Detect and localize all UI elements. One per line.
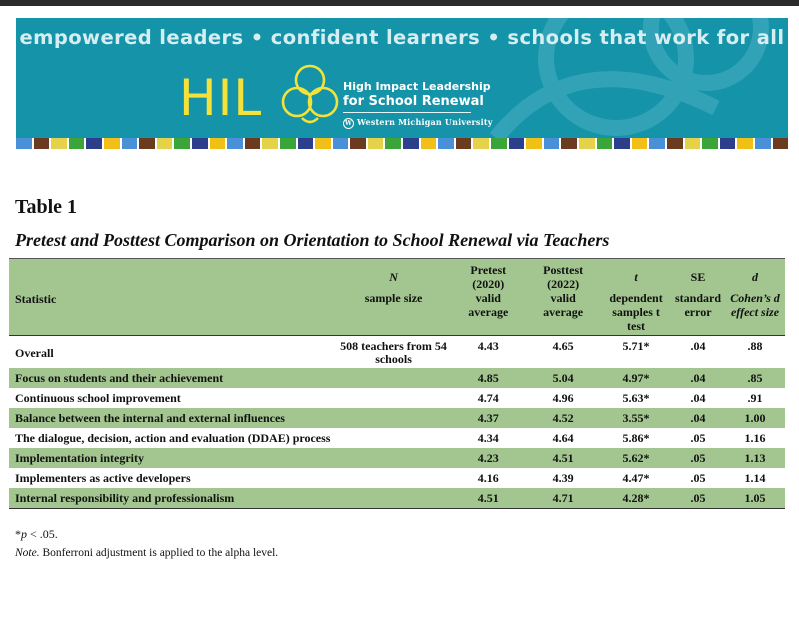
row-pretest: 4.85 — [451, 368, 525, 388]
stripe-segment — [421, 138, 437, 149]
row-name: Implementation integrity — [9, 448, 336, 468]
stripe-segment — [350, 138, 366, 149]
table-row — [9, 468, 785, 488]
subtitle-line2: for School Renewal — [343, 94, 484, 109]
row-pretest: 4.51 — [451, 488, 525, 509]
header-pretest: Pretest (2020) — [451, 259, 525, 292]
table-title: Pretest and Posttest Comparison on Orientation to School Renewal via Teachers — [15, 230, 610, 250]
note-label: Note. — [15, 547, 40, 559]
footnote-text: < .05. — [27, 527, 58, 541]
table-row — [9, 408, 785, 428]
university-label: Western Michigan University — [357, 117, 493, 127]
table-row-overall — [9, 336, 785, 369]
row-t: 4.97* — [601, 368, 671, 388]
table-row — [9, 388, 785, 408]
table-row — [9, 488, 785, 509]
row-t: 5.63* — [622, 390, 650, 405]
row-t: 5.86* — [622, 430, 650, 445]
university-badge-icon: W — [343, 118, 354, 129]
stripe-segment — [491, 138, 507, 149]
table-row — [9, 448, 785, 468]
table-row — [9, 368, 785, 388]
header-n: N — [336, 259, 452, 292]
row-d: .88 — [747, 339, 763, 353]
stripe-segment — [755, 138, 771, 149]
stripe-segment — [69, 138, 85, 149]
subtitle-line1: High Impact Leadership — [343, 80, 491, 93]
table-row — [9, 428, 785, 448]
row-posttest: 5.04 — [525, 368, 601, 388]
stripe-segment — [720, 138, 736, 149]
university-name — [343, 117, 493, 129]
header-n-desc: sample size — [336, 291, 452, 336]
row-posttest: 4.52 — [525, 408, 601, 428]
row-d: 1.00 — [725, 408, 785, 428]
header-posttest-desc: valid average — [525, 291, 601, 336]
row-se: .04 — [690, 339, 706, 353]
stripe-segment — [685, 138, 701, 149]
row-n — [336, 448, 452, 468]
stripe-segment — [438, 138, 454, 149]
row-posttest: 4.51 — [525, 448, 601, 468]
row-pretest: 4.43 — [477, 339, 499, 353]
row-t: 5.62* — [601, 448, 671, 468]
stripe-segment — [614, 138, 630, 149]
row-posttest: 4.71 — [525, 488, 601, 509]
stripe-segment — [192, 138, 208, 149]
stripe-segment — [737, 138, 753, 149]
footnote-p: p — [21, 527, 27, 541]
stripe-segment — [139, 138, 155, 149]
row-pretest: 4.34 — [477, 430, 499, 445]
banner — [16, 18, 788, 138]
stripe-segment — [509, 138, 525, 149]
footnote-symbol: * — [15, 527, 21, 541]
row-n — [336, 468, 452, 488]
tagline: empowered leaders • confident learners • schools that work for all — [19, 26, 785, 49]
stripe-segment — [632, 138, 648, 149]
row-name: Balance between the internal and external influences — [9, 408, 336, 428]
stripe-segment — [385, 138, 401, 149]
row-n — [336, 428, 452, 448]
row-name: Overall — [15, 345, 54, 360]
stripe-segment — [245, 138, 261, 149]
row-posttest: 4.64 — [552, 430, 574, 445]
trefoil-knot-icon — [280, 60, 340, 130]
row-se: .05 — [690, 470, 706, 485]
row-n: 508 teachers from 54 schools — [340, 339, 447, 366]
stripe-segment — [333, 138, 349, 149]
stripe-segment — [702, 138, 718, 149]
row-n — [336, 408, 452, 428]
header-d-desc: Cohen’s d effect size — [725, 291, 785, 336]
row-posttest: 4.65 — [552, 339, 574, 353]
stripe-segment — [473, 138, 489, 149]
header-posttest: Posttest (2022) — [525, 259, 601, 292]
row-n — [336, 388, 452, 408]
row-pretest: 4.23 — [451, 448, 525, 468]
row-d: .85 — [725, 368, 785, 388]
header-se-desc: standard error — [671, 291, 725, 336]
stripe-segment — [174, 138, 190, 149]
row-posttest: 4.39 — [552, 470, 574, 485]
row-pretest: 4.16 — [477, 470, 499, 485]
statistics-table — [9, 258, 785, 509]
stripe-segment — [403, 138, 419, 149]
row-n — [336, 368, 452, 388]
row-name: Continuous school improvement — [15, 390, 181, 405]
stripe-segment — [34, 138, 50, 149]
row-pretest: 4.37 — [451, 408, 525, 428]
note-text: Bonferroni adjustment is applied to the alpha level. — [39, 547, 279, 559]
row-n — [336, 488, 452, 509]
stripe-segment — [667, 138, 683, 149]
stripe-segment — [280, 138, 296, 149]
row-name: Implementers as active developers — [15, 470, 191, 485]
row-se: .05 — [671, 448, 725, 468]
header-t-desc: dependent samples t test — [601, 291, 671, 336]
stripe-segment — [227, 138, 243, 149]
hil-logo-text: HIL — [179, 69, 263, 127]
row-t: 4.47* — [622, 470, 650, 485]
row-se: .05 — [690, 430, 706, 445]
row-name: The dialogue, decision, action and evaluation (DDAE) process — [15, 430, 331, 445]
stripe-segment — [773, 138, 789, 149]
stripe-segment — [16, 138, 32, 149]
row-d: 1.05 — [725, 488, 785, 509]
stripe-segment — [368, 138, 384, 149]
row-se: .04 — [671, 368, 725, 388]
stripe-segment — [579, 138, 595, 149]
row-d: .91 — [747, 390, 763, 405]
stripe-segment — [262, 138, 278, 149]
stripe-segment — [122, 138, 138, 149]
row-posttest: 4.96 — [552, 390, 574, 405]
header-pretest-desc: valid average — [451, 291, 525, 336]
stripe-segment — [157, 138, 173, 149]
note — [15, 547, 278, 559]
stripe-segment — [544, 138, 560, 149]
header-d: d — [725, 259, 785, 292]
color-stripe — [16, 138, 788, 149]
row-se: .04 — [690, 390, 706, 405]
row-d: 1.13 — [725, 448, 785, 468]
row-name: Focus on students and their achievement — [9, 368, 336, 388]
stripe-segment — [104, 138, 120, 149]
row-t: 5.71* — [622, 339, 650, 353]
row-d: 1.16 — [744, 430, 766, 445]
row-t: 3.55* — [601, 408, 671, 428]
table-label: Table 1 — [15, 196, 78, 218]
top-bar — [0, 0, 799, 6]
stripe-segment — [51, 138, 67, 149]
row-se: .04 — [671, 408, 725, 428]
stripe-segment — [210, 138, 226, 149]
header-t: t — [601, 259, 671, 292]
footnote — [15, 527, 58, 542]
header-se: SE — [671, 259, 725, 292]
stripe-segment — [86, 138, 102, 149]
row-t: 4.28* — [601, 488, 671, 509]
row-pretest: 4.74 — [477, 390, 499, 405]
stripe-segment — [298, 138, 314, 149]
stripe-segment — [456, 138, 472, 149]
row-se: .05 — [671, 488, 725, 509]
header-statistic: Statistic — [9, 259, 336, 336]
stripe-segment — [649, 138, 665, 149]
stripe-segment — [315, 138, 331, 149]
header-row-symbols — [9, 259, 785, 292]
stripe-segment — [561, 138, 577, 149]
row-name: Internal responsibility and professionalism — [9, 488, 336, 509]
divider — [343, 112, 471, 113]
stripe-segment — [526, 138, 542, 149]
stripe-segment — [597, 138, 613, 149]
row-d: 1.14 — [744, 470, 766, 485]
